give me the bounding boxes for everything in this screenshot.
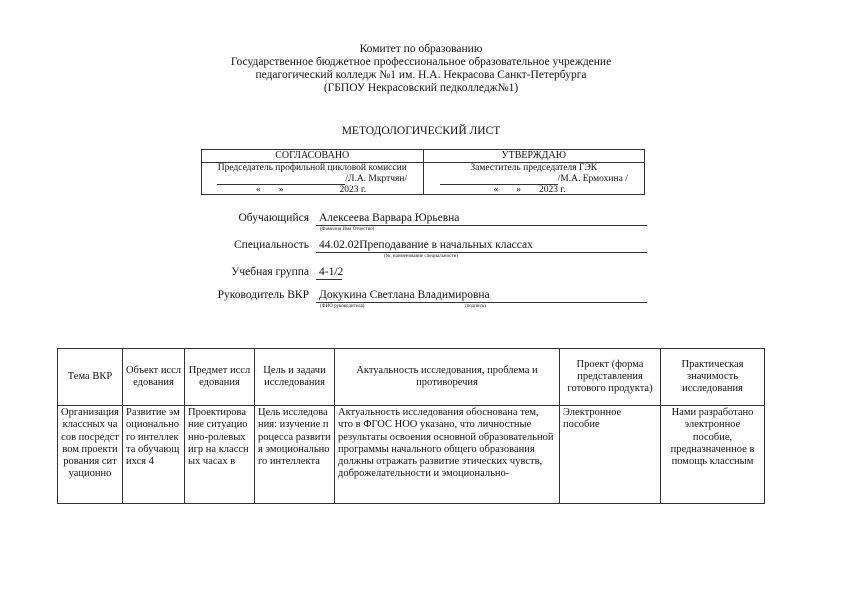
approval-approved-heading: УТВЕРЖДАЮ bbox=[424, 150, 645, 163]
research-table bbox=[57, 348, 765, 504]
cell-object: Развитие эмоционального интеллекта обучающихся 4 bbox=[126, 407, 180, 468]
header-object: Объект исследования bbox=[123, 349, 185, 406]
approval-block bbox=[201, 149, 645, 195]
header-topic: Тема ВКР bbox=[58, 349, 123, 406]
field-supervisor-hint-signature: (подпись) bbox=[465, 304, 486, 309]
cell-relevance: Актуальность исследования обоснована тем, что в ФГОС НОО указано, что личностные результаты освоения основной образовательной программы начального общего образования должны отражать развитие этических чувств, доброжелательности и эмоционально- bbox=[338, 407, 554, 480]
approval-agreed-signer: /Л.А. Мкртчян/ bbox=[345, 174, 408, 184]
cell-topic: Организация классных часов посредством проектирования ситуационно bbox=[61, 407, 119, 480]
approval-approved-year: 2023 г. bbox=[539, 185, 566, 195]
approval-agreed bbox=[202, 150, 423, 194]
date-quote-open: « bbox=[256, 185, 261, 195]
header-goals: Цель и задачи исследования bbox=[255, 349, 335, 406]
table-header-row bbox=[58, 349, 765, 406]
date-quote-close: » bbox=[278, 185, 284, 195]
field-student-value: Алексеева Варвара Юрьевна bbox=[319, 212, 460, 224]
cell-subject: Проектирование ситуационно-ролевых игр на классных часах в bbox=[188, 407, 249, 468]
approval-agreed-position: Председатель профильной цикловой комиссии bbox=[217, 163, 407, 173]
header-line-1: Комитет по образованию bbox=[359, 43, 483, 55]
field-student-hint: (Фамилия Имя Отчество) bbox=[320, 227, 375, 232]
field-specialty-label: Специальность bbox=[234, 239, 309, 251]
header-relevance: Актуальность исследования, проблема и противоречия bbox=[335, 349, 560, 406]
approval-agreed-heading: СОГЛАСОВАНО bbox=[202, 150, 423, 163]
approval-approved bbox=[423, 150, 645, 194]
field-group-value: 4-1/2 bbox=[319, 266, 344, 278]
header-subject: Предмет исследования bbox=[185, 349, 255, 406]
cell-significance: Нами разработано электронное пособие, предназначенное в помощь классным bbox=[670, 407, 755, 468]
field-specialty-hint: (№, наименование специальности) bbox=[384, 254, 458, 259]
signature-line bbox=[440, 175, 558, 185]
date-quote-open: « bbox=[493, 185, 499, 195]
field-supervisor-value: Докукина Светлана Владимировна bbox=[319, 289, 490, 301]
field-supervisor-label: Руководитель ВКР bbox=[217, 289, 309, 301]
header-line-4: (ГБПОУ Некрасовский педколледж№1) bbox=[323, 82, 519, 94]
field-specialty-value: 44.02.02Преподавание в начальных классах bbox=[319, 239, 533, 251]
header-project: Проект (форма представления готового продукта) bbox=[560, 349, 661, 406]
approval-agreed-year: 2023 г. bbox=[339, 185, 367, 195]
table-row bbox=[58, 406, 765, 504]
date-quote-close: » bbox=[516, 185, 521, 195]
cell-goals: Цель исследования: изучение процесса развития эмоционального интеллекта bbox=[258, 407, 331, 468]
institution-header bbox=[0, 43, 842, 95]
approval-approved-position: Заместитель председателя ГЭК bbox=[470, 163, 598, 173]
field-student-label: Обучающийся bbox=[238, 212, 309, 224]
field-group-label: Учебная группа bbox=[231, 266, 309, 278]
signature-line bbox=[217, 175, 345, 185]
field-group bbox=[0, 266, 842, 280]
header-line-2: Государственное бюджетное профессиональное образовательное учреждение bbox=[230, 56, 612, 68]
field-supervisor bbox=[0, 289, 842, 309]
field-specialty bbox=[0, 239, 842, 259]
field-supervisor-hint-name: (ФИО руководителя) bbox=[320, 304, 365, 309]
document-title: МЕТОДОЛОГИЧЕСКИЙ ЛИСТ bbox=[341, 125, 501, 137]
header-significance: Практическая значимость исследования bbox=[661, 349, 765, 406]
field-student bbox=[0, 212, 842, 232]
header-line-3: педагогический колледж №1 им. Н.А. Некрасова Санкт-Петербурга bbox=[255, 69, 587, 81]
approval-approved-signer: /М.А. Ермохина / bbox=[557, 174, 628, 184]
cell-project: Электронное пособие bbox=[563, 407, 622, 431]
